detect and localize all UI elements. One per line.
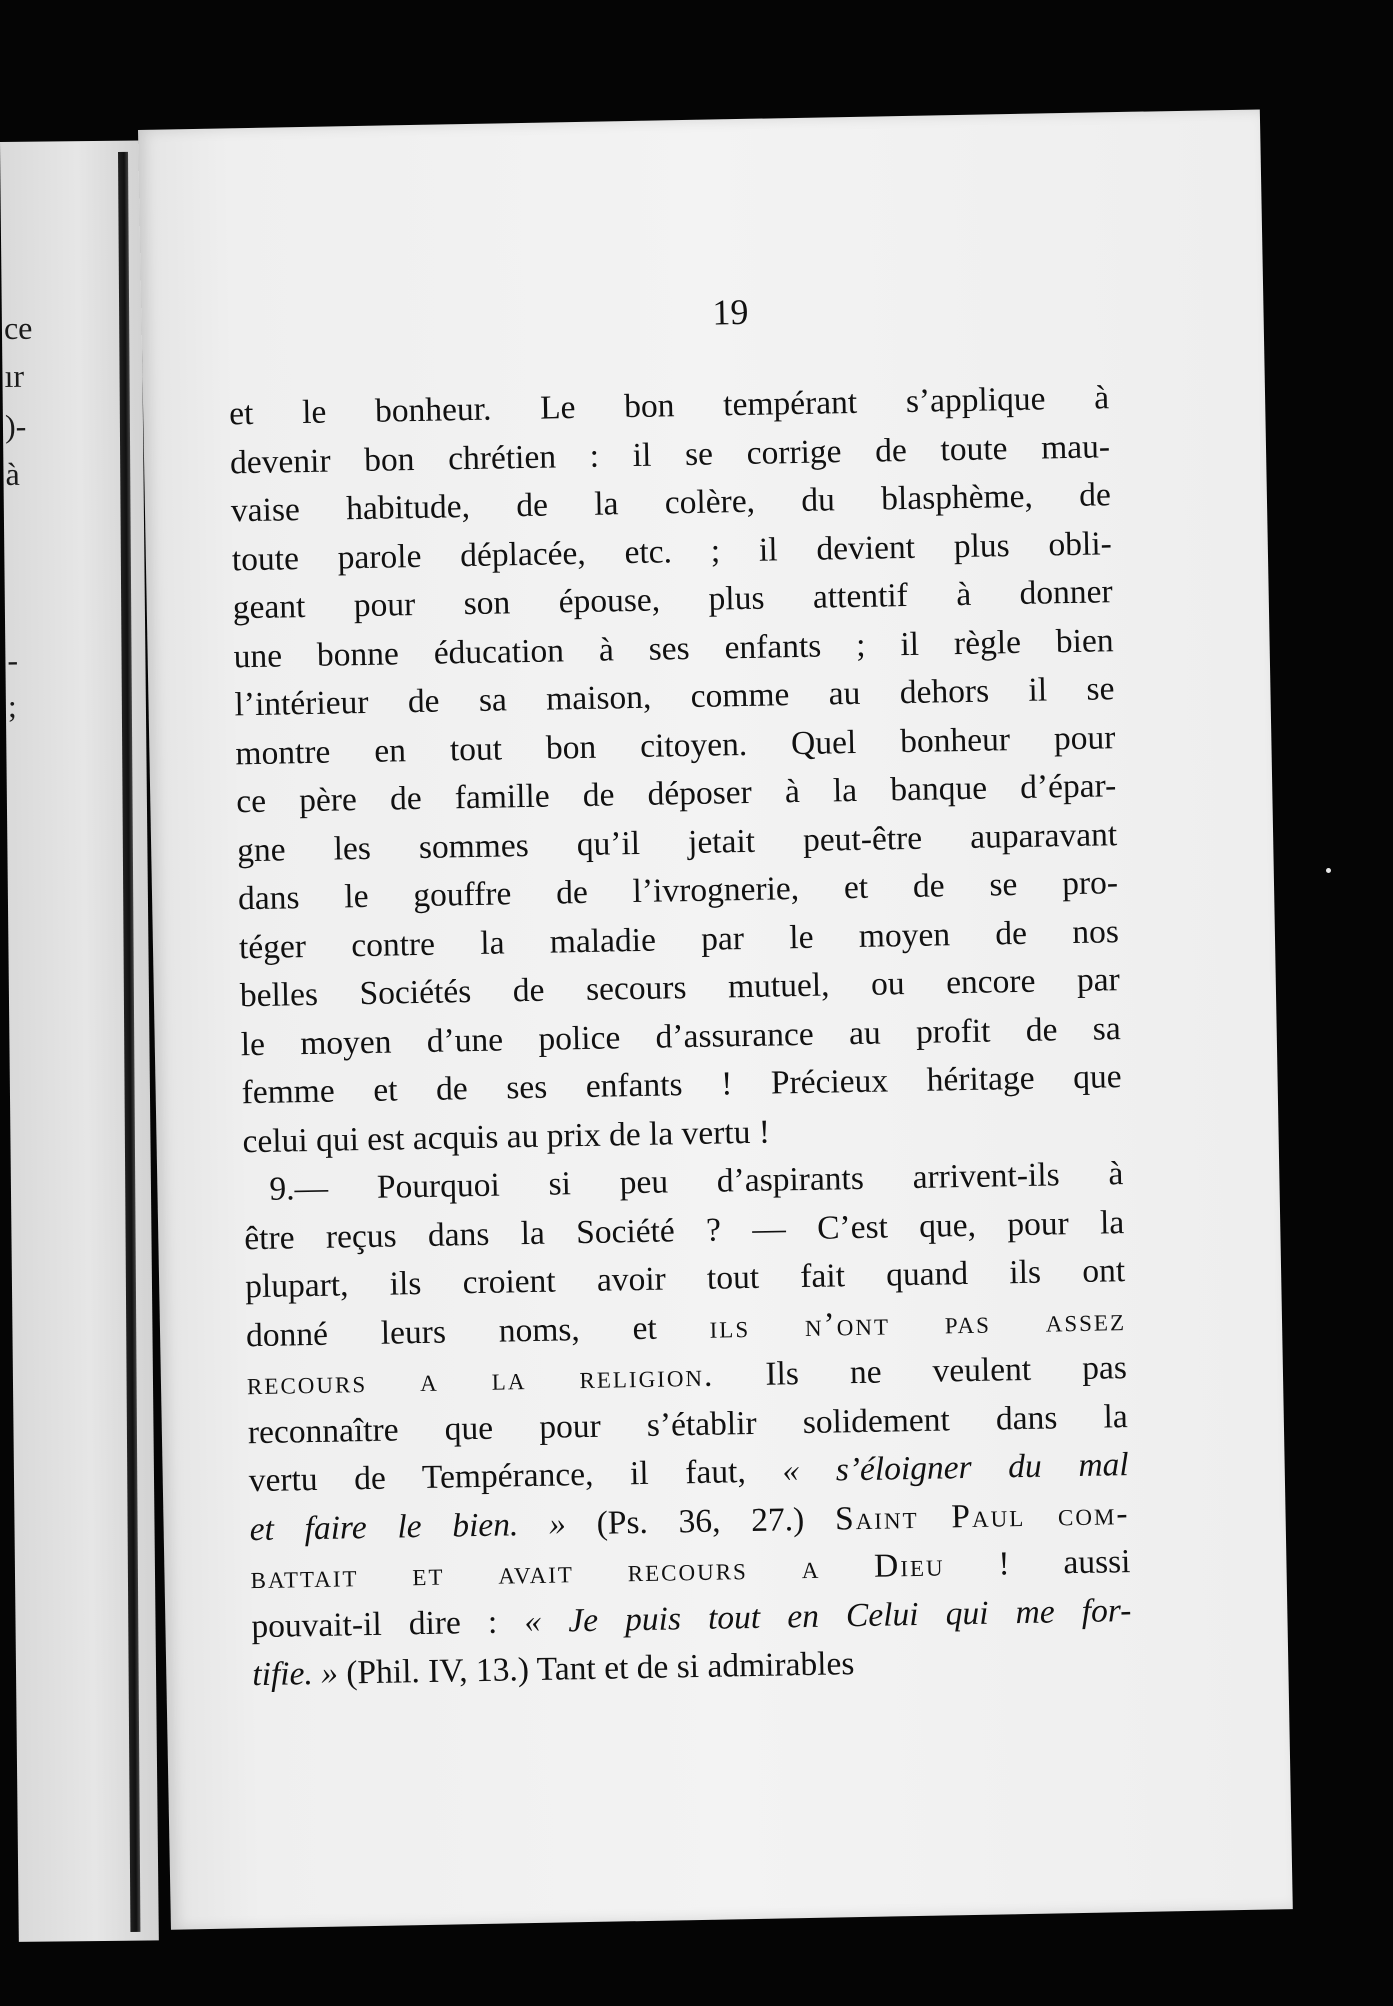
- text-line: le moyen d’une police d’assurance au profit de sa: [240, 1009, 1121, 1063]
- italic-quote: et faire le bien. »: [249, 1504, 567, 1548]
- text-line: toute parole déplacée, etc. ; il devient plus obli-: [231, 524, 1113, 578]
- italic-quote: « s’éloigner du mal: [782, 1446, 1129, 1490]
- text-run: (Ps. 36, 27.): [565, 1499, 836, 1542]
- text-line: ce père de famille de déposer à la banque d’épar-: [235, 767, 1117, 821]
- text-run: vertu de Tempérance, il faut,: [248, 1452, 783, 1500]
- text-line: vaise habitude, de la colère, du blasphème, de: [230, 476, 1112, 530]
- left-fragment: ;: [7, 687, 17, 724]
- text-line: une bonne éducation à ses enfants ; il règle bien: [233, 621, 1114, 675]
- italic-quote: tifie. »: [251, 1654, 339, 1694]
- left-fragment: à: [5, 455, 20, 492]
- page-number: 19: [712, 291, 749, 333]
- text-line: l’intérieur de sa maison, comme au dehors il se: [234, 670, 1115, 724]
- left-fragment: ır: [4, 357, 25, 394]
- text-line: celui qui est acquis au prix de la vertu !: [242, 1113, 771, 1160]
- question-9-line: 9.— Pourquoi si peu d’aspirants arrivent-ils à: [269, 1155, 1124, 1208]
- text-run: pouvait-il dire :: [251, 1602, 525, 1645]
- left-fragment: ce: [3, 309, 33, 346]
- text-run: aussi: [1011, 1543, 1131, 1583]
- text-run: (Phil. IV, 13.) Tant et de si admirables: [337, 1645, 855, 1692]
- small-caps-run: recours a la religion.: [246, 1356, 715, 1403]
- text-line: belles Sociétés de secours mutuel, ou encore par: [239, 961, 1121, 1015]
- text-line: téger contre la maladie par le moyen de nos: [238, 912, 1120, 966]
- text-run: donné leurs noms, et: [245, 1308, 710, 1354]
- text-line: plupart, ils croient avoir tout fait quand ils ont: [244, 1252, 1126, 1306]
- text-line: et le bonheur. Le bon tempérant s’applique à: [228, 379, 1110, 433]
- left-fragment: )-: [4, 407, 27, 444]
- book-page: [138, 109, 1293, 1929]
- italic-quote: « Je puis tout en Celui qui me for-: [524, 1591, 1132, 1640]
- small-caps-run: Saint Paul com-: [834, 1494, 1130, 1537]
- text-line: dans le gouffre de l’ivrognerie, et de se pro-: [237, 864, 1119, 918]
- text-line: être reçus dans la Société ? — C’est que, pour la: [243, 1203, 1125, 1257]
- small-caps-run: battait et avait recours a Dieu !: [250, 1545, 1012, 1597]
- dust-speck: [1326, 868, 1331, 873]
- text-line: devenir bon chrétien : il se corrige de toute mau-: [229, 427, 1111, 481]
- text-line: femme et de ses enfants ! Précieux héritage que: [241, 1058, 1122, 1112]
- body-text: [229, 374, 1133, 1699]
- text-line: reconnaître que pour s’établir solidement dans la: [247, 1397, 1129, 1451]
- small-caps-run: ils n’ont pas assez: [709, 1300, 1127, 1346]
- text-line: gne les sommes qu’il jetait peut-être auparavant: [236, 815, 1118, 869]
- text-line: geant pour son épouse, plus attentif à donner: [232, 573, 1113, 627]
- text-run: Ils ne veulent pas: [714, 1349, 1128, 1394]
- left-fragment: -: [7, 641, 19, 678]
- text-line: montre en tout bon citoyen. Quel bonheur pour: [235, 718, 1116, 772]
